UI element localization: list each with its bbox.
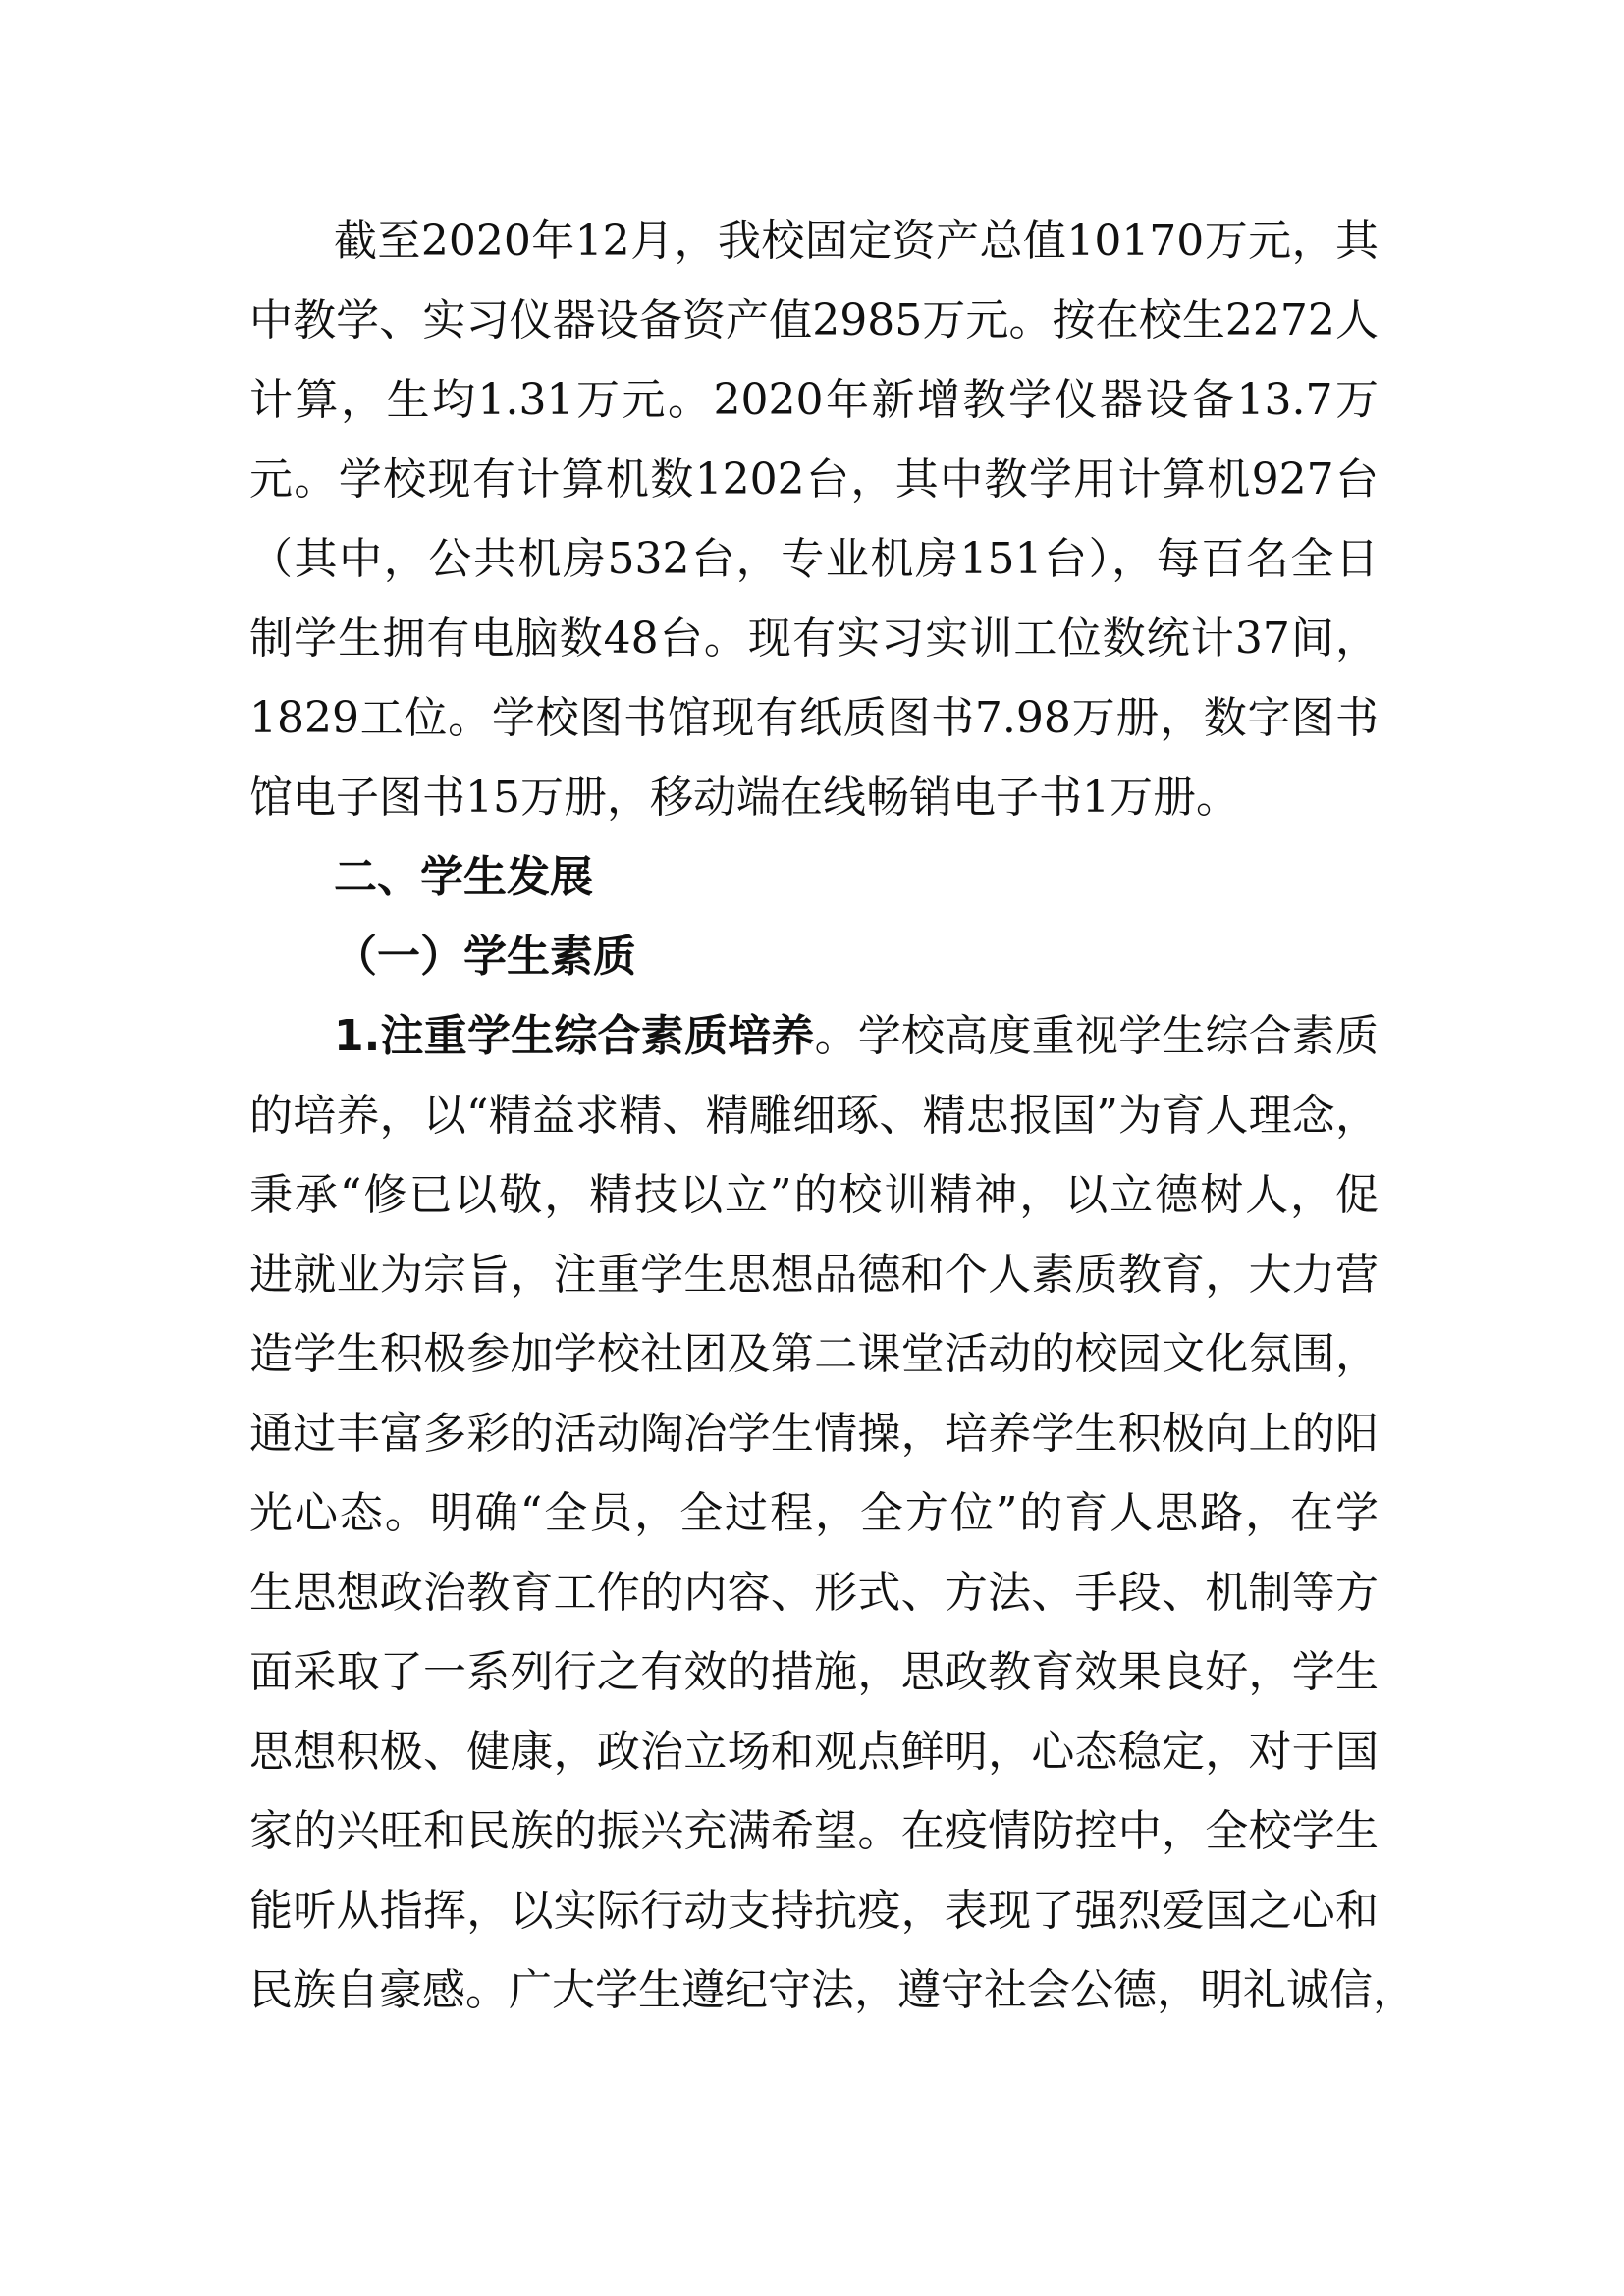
paragraph2-line-5: 造学生积极参加学校社团及第二课堂活动的校园文化氛围，	[249, 1329, 1379, 1379]
paragraph2-line-8: 生思想政治教育工作的内容、形式、方法、手段、机制等方	[249, 1568, 1379, 1618]
paragraph1-line-1: 截至2020年12月，我校固定资产总值10170万元，其	[334, 216, 1379, 266]
paragraph2-line-10: 思想积极、健康，政治立场和观点鲜明，心态稳定，对于国	[249, 1727, 1379, 1777]
paragraph2-lead-rest: 。学校高度重视学生综合素质	[814, 1011, 1379, 1061]
paragraph2-line-13: 民族自豪感。广大学生遵纪守法，遵守社会公德，明礼诚信，	[249, 1965, 1416, 2015]
paragraph1-line-8: 馆电子图书15万册，移动端在线畅销电子书1万册。	[249, 773, 1239, 823]
paragraph2-lead-bold: 1.注重学生综合素质培养	[334, 1011, 815, 1061]
paragraph1-line-6: 制学生拥有电脑数48台。现有实习实训工位数统计37间，	[249, 614, 1379, 664]
paragraph2-line-4: 进就业为宗旨，注重学生思想品德和个人素质教育，大力营	[249, 1250, 1379, 1300]
paragraph1-line-4: 元。学校现有计算机数1202台，其中教学用计算机927台	[249, 454, 1379, 505]
paragraph2-line-6: 通过丰富多彩的活动陶冶学生情操，培养学生积极向上的阳	[249, 1409, 1379, 1459]
paragraph1-line-7: 1829工位。学校图书馆现有纸质图书7.98万册，数字图书	[249, 693, 1379, 743]
section-heading: 二、学生发展	[334, 852, 593, 902]
paragraph2-line-9: 面采取了一系列行之有效的措施，思政教育效果良好，学生	[249, 1647, 1379, 1697]
paragraph1-line-5: （其中，公共机房532台，专业机房151台），每百名全日	[249, 534, 1379, 584]
paragraph2-line-11: 家的兴旺和民族的振兴充满希望。在疫情防控中，全校学生	[249, 1806, 1379, 1856]
paragraph2-line-1	[334, 1007, 1379, 1066]
subsection-heading: （一）学生素质	[334, 932, 636, 982]
paragraph1-line-2: 中教学、实习仪器设备资产值2985万元。按在校生2272人	[249, 295, 1379, 346]
paragraph2-line-3: 秉承“修已以敬，精技以立”的校训精神，以立德树人，促	[249, 1170, 1379, 1220]
paragraph2-line-2: 的培养，以“精益求精、精雕细琢、精忠报国”为育人理念，	[249, 1091, 1379, 1141]
paragraph1-line-3: 计算，生均1.31万元。2020年新增教学仪器设备13.7万	[249, 375, 1379, 425]
paragraph2-line-12: 能听从指挥，以实际行动支持抗疫，表现了强烈爱国之心和	[249, 1886, 1379, 1936]
paragraph2-line-7: 光心态。明确“全员，全过程，全方位”的育人思路，在学	[249, 1488, 1379, 1538]
